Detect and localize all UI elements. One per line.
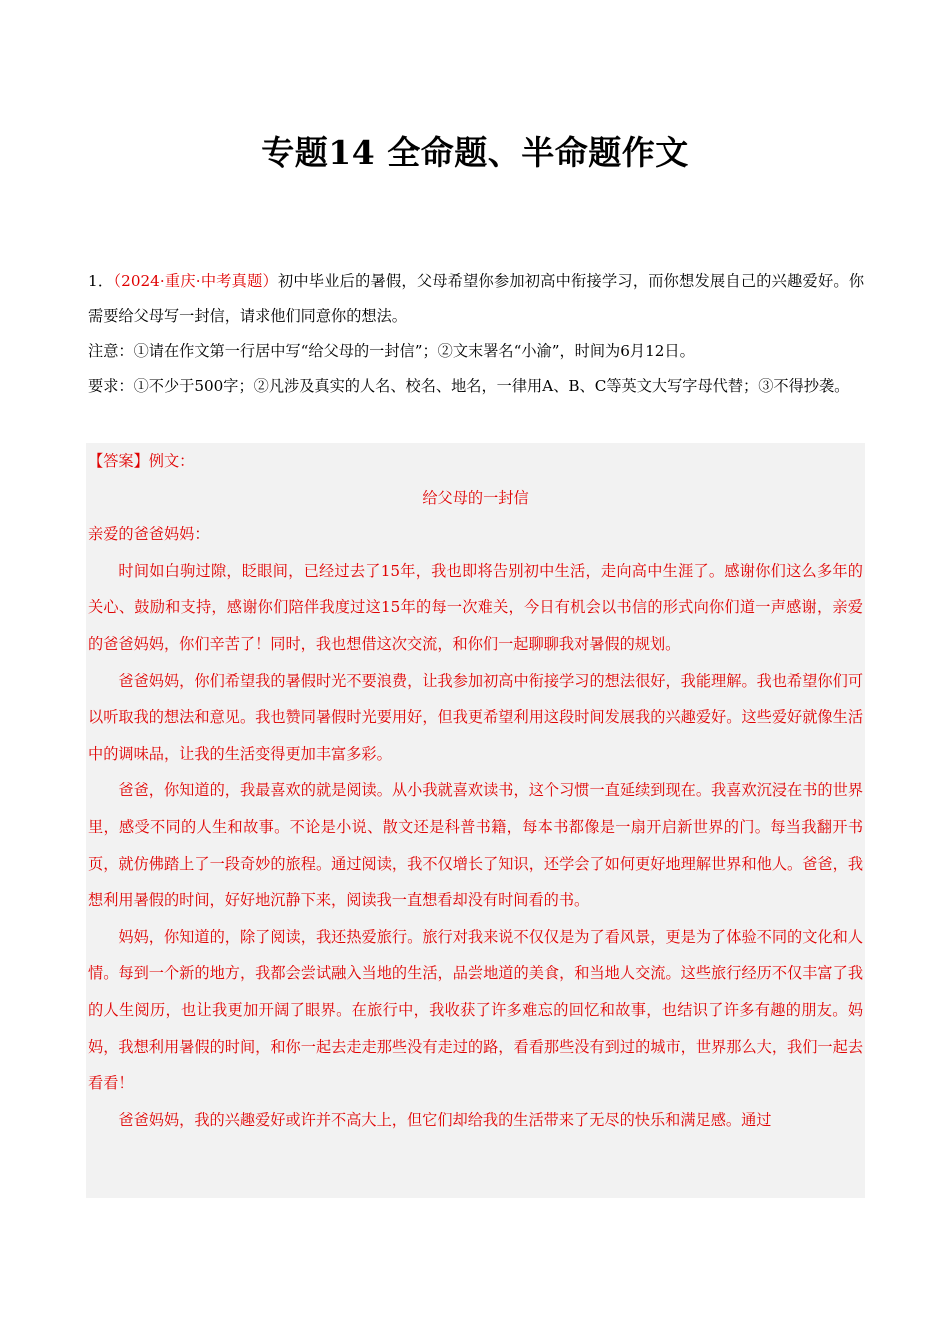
question-number: 1． — [88, 272, 114, 290]
page-title: 专题14 全命题、半命题作文 — [261, 133, 689, 172]
question-notice: 注意：①请在作文第一行居中写“给父母的一封信”；②文末署名“小渝”，时间为6月12日。 — [88, 342, 695, 360]
letter-greeting: 亲爱的爸爸妈妈： — [88, 525, 210, 544]
letter-paragraph-3: 爸爸，你知道的，我最喜欢的就是阅读。从小我就喜欢读书，这个习惯一直延续到现在。我喜欢沉浸在书的世界里，感受不同的人生和故事。不论是小说、散文还是科普书籍，每本书都像是一扇开启新世界的门。每当我翻开书页，就仿佛踏上了一段奇妙的旅程。通过阅读，我不仅增长了知识，还学会了如何更好地理解世界和他人。爸爸，我想利用暑假的时间，好好地沉静下来，阅读我一直想看却没有时间看的书。 — [88, 781, 863, 910]
letter-title: 给父母的一封信 — [422, 488, 529, 507]
letter-paragraph-1: 时间如白驹过隙，眨眼间，已经过去了15年，我也即将告别初中生活，走向高中生涯了。感谢你们这么多年的关心、鼓励和支持，感谢你们陪伴我度过这15年的每一次难关，今日有机会以书信的形式向你们道一声感谢，亲爱的爸爸妈妈，你们辛苦了！同时，我也想借这次交流，和你们一起聊聊我对暑假的规划。 — [88, 561, 863, 653]
question-requirements: 要求：①不少于500字；②凡涉及真实的人名、校名、地名，一律用A、B、C等英文大写字母代替；③不得抄袭。 — [88, 377, 850, 395]
letter-paragraph-5: 爸爸妈妈，我的兴趣爱好或许并不高大上，但它们却给我的生活带来了无尽的快乐和满足感。通过 — [118, 1110, 772, 1129]
question-block — [88, 264, 864, 404]
letter-paragraph-2: 爸爸妈妈，你们希望我的暑假时光不要浪费，让我参加初高中衔接学习的想法很好，我能理解。我也希望你们可以听取我的想法和意见。我也赞同暑假时光要用好，但我更希望利用这段时间发展我的兴趣爱好。这些爱好就像生活中的调味品，让我的生活变得更加丰富多彩。 — [88, 671, 863, 763]
question-prompt-text: 初中毕业后的暑假，父母希望你参加初高中衔接学习，而你想发展自己的兴趣爱好。你需要给父母写一封信，请求他们同意你的想法。 — [88, 272, 865, 325]
letter-paragraph-4: 妈妈，你知道的，除了阅读，我还热爱旅行。旅行对我来说不仅仅是为了看风景，更是为了体验不同的文化和人情。每到一个新的地方，我都会尝试融入当地的生活，品尝地道的美食，和当地人交流。这些旅行经历不仅丰富了我的人生阅历，也让我更加开阔了眼界。在旅行中，我收获了许多难忘的回忆和故事，也结识了许多有趣的朋友。妈妈，我想利用暑假的时间，和你一起去走走那些没有走过的路，看看那些没有到过的城市，世界那么大，我们一起去看看！ — [88, 927, 863, 1093]
answer-label: 【答案】例文： — [88, 452, 195, 470]
question-source: （2024·重庆·中考真题） — [113, 272, 278, 290]
answer-block — [86, 443, 865, 1198]
question-prompt — [88, 264, 864, 334]
